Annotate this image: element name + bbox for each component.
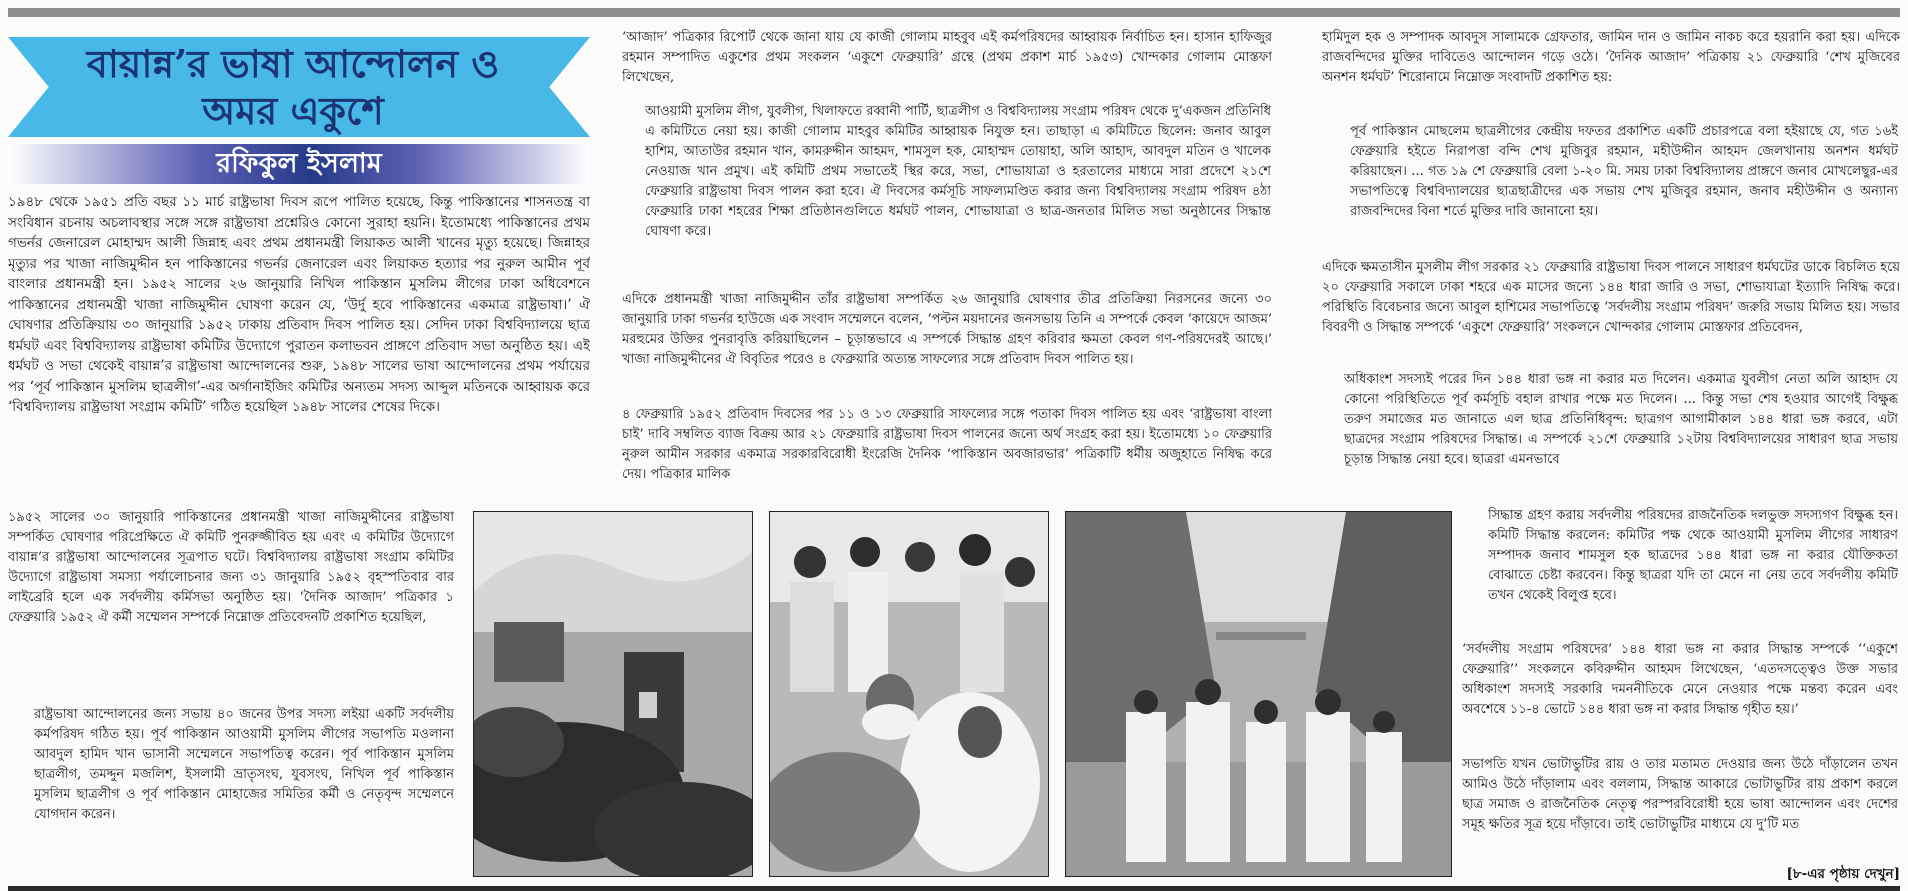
photo-women-procession-image	[1066, 512, 1451, 876]
photo-women-procession	[1065, 511, 1452, 877]
headline-line-1: বায়ান্ন’র ভাষা আন্দোলন ও	[86, 41, 500, 86]
photo-rally-crowd	[473, 511, 753, 877]
continuation-note: [৮-এর পৃষ্ঠায় দেখুন]	[1786, 866, 1900, 882]
bottom-rule	[8, 886, 1900, 891]
col3-paragraph-4: সভাপতি যখন ভোটাভুটির রায় ও তার মতামত দেওয়ার জন্য উঠে দাঁড়ালেন তখন আমিও উঠে দাঁড়ালাম এবং বললাম, সিদ্ধান্ত আকারে ভোটাভুটির রায় প্রকাশ করলে ছাত্র সমাজ ও রাজনৈতিক নেতৃত্ব পরস্পরবিরোধী হয়ে ভাষা আন্দোলন এবং দেশের সমূহ ক্ষতির সূত্র হয়ে দাঁড়াবে। তাই ভোটাভুটির মাধ্যমে যে দু’টি মত	[1462, 757, 1898, 832]
col3-quote-2a: অধিকাংশ সদস্যই পরের দিন ১৪৪ ধারা ভঙ্গ না করার মত দিলেন। একমাত্র যুবলীগ নেতা অলি আহাদ যে কোনো পরিস্থিতিতে পূর্ব কর্মসূচি বহাল রাখার পক্ষে মত দিলেন। ... কিন্তু সভা শেষ হওয়ার আগেই বিক্ষুব্ধ তরুণ সমাজের মত জানাতে এল ছাত্র প্রতিনিধিবৃন্দ: ছাত্রগণ আগামীকাল ১৪৪ ধারা ভঙ্গ করবে, এটা ছাত্রদের সংগ্রাম পরিষদের সিদ্ধান্ত। এ সম্পর্কে ২১শে ফেব্রুয়ারি ১২টায় বিশ্ববিদ্যালয়ের সাধারণ ছাত্র সভায় চূড়ান্ত সিদ্ধান্ত নেয়া হবে। ছাত্ররা এমনভাবে	[1344, 372, 1898, 467]
col2-quote: আওয়ামী মুসলিম লীগ, যুবলীগ, খিলাফতে রব্বানী পার্টি, ছাত্রলীগ ও বিশ্ববিদ্যালয় সংগ্রাম পরিষদ থেকে দু’একজন প্রতিনিধি এ কমিটিতে নেয়া হয়। কাজী গোলাম মাহবুব কমিটির আহ্বায়ক নিযুক্ত হন। তাছাড়া এ কমিটিতে ছিলেন: জনাব আবুল হাশিম, আতাউর রহমান খান, কামরুদ্দীন আহমদ, শামসুল হক, মোহাম্মদ তোয়াহা, অলি আহাদ, আবদুল মতিন ও খালেক নেওয়াজ খান প্রমুখ। এই কমিটি প্রথম সভাতেই স্থির করে, সভা, শোভাযাত্রা ও হরতালের মাধ্যমে সারা প্রদেশে ২১শে ফেব্রুয়ারি রাষ্ট্রভাষা দিবস পালন করা হবে। ঐ দিবসের কর্মসূচি সাফল্যমণ্ডিত করার জন্য বিশ্ববিদ্যালয় সংগ্রাম পরিষদ ৪ঠা ফেব্রুয়ারি ঢাকা শহরের শিক্ষা প্রতিষ্ঠানগুলিতে ধর্মঘট পালন, শোভাযাত্রা ও ছাত্র-জনতার মিলিত সভা অনুষ্ঠানের সিদ্ধান্ত ঘোষণা করে।	[645, 104, 1271, 239]
col1-continued-paragraph: ১৯৫২ সালের ৩০ জানুয়ারি পাকিস্তানের প্রধানমন্ত্রী খাজা নাজিমুদ্দীনের রাষ্ট্রভাষা সম্পর্কিত ঘোষণার পরিপ্রেক্ষিতে ঐ কমিটি পুনরুজ্জীবিত হয় এবং এ কমিটির উদ্যোগে বায়ান্ন’র রাষ্ট্রভাষা আন্দোলনের সূত্রপাত ঘটে। বিশ্ববিদ্যালয় রাষ্ট্রভাষা সংগ্রাম কমিটির উদ্যোগে রাষ্ট্রভাষা সমস্যা পর্যালোচনার জন্য ৩১ জানুয়ারি ১৯৫২ বৃহস্পতিবার বার লাইব্রেরি হলে এক সর্বদলীয় কর্মিসভা অনুষ্ঠিত হয়। ‘দৈনিক আজাদ’ পত্রিকার ১ ফেব্রুয়ারি ১৯৫২ ঐ কর্মী সম্মেলন সম্পর্কে নিম্নোক্ত প্রতিবেদনটি প্রকাশিত হয়েছিল,	[8, 510, 454, 625]
headline-line-2: অমর একুশে	[202, 88, 384, 133]
top-rule	[8, 8, 1900, 17]
col1-quote: রাষ্ট্রভাষা আন্দোলনের জন্য সভায় ৪০ জনের উপর সদস্য লইয়া একটি সর্বদলীয় কর্মপরিষদ গঠিত হয়। পূর্ব পাকিস্তান আওয়ামী মুসলিম লীগের সভাপতি মওলানা আবদুল হামিদ খান ভাসানী সম্মেলনে সভাপতিত্ব করেন। পূর্ব পাকিস্তান মুসলিম ছাত্রলীগ, তমদ্দুন মজলিশ, ইসলামী ভ্রাতৃসংঘ, যুবসংঘ, নিখিল পূর্ব পাকিস্তান মুসলিম ছাত্রলীগ ও পূর্ব পাকিস্তান মোহাজের সমিতির কর্মী ও নেতৃবৃন্দ সম্মেলনে যোগদান করেন।	[34, 707, 454, 822]
photo-mourners-image	[770, 512, 1048, 876]
col3-quote-1: পূর্ব পাকিস্তান মোছলেম ছাত্রলীগের কেন্দ্রীয় দফতর প্রকাশিত একটি প্রচারপত্রে বলা হইয়াছে যে, গত ১৬ই ফেব্রুয়ারি হইতে নিরাপত্তা বন্দি শেখ মুজিবুর রহমান, মহীউদ্দীন আহমদ জেলখানায় অনশন ধর্মঘট করিয়াছেন। ... গত ১৯ শে ফেব্রুয়ারি বেলা ১-২০ মি. সময় ঢাকা বিশ্ববিদ্যালয় প্রাঙ্গণে জনাব মোখলেছুর-এর সভাপতিত্বে বিশ্ববিদ্যালয়ের ছাত্রছাত্রীদের এক সভায় শেখ মুজিবুর রহমান, জনাব মহীউদ্দীন ও অন্যান্য রাজবন্দিদের বিনা শর্তে মুক্তির দাবি জানানো হয়।	[1350, 124, 1898, 219]
col3-paragraph-1: হামিদুল হক ও সম্পাদক আবদুস সালামকে গ্রেফতার, জামিন দান ও জামিন নাকচ করে হয়রানি করা হয়। এদিকে রাজবন্দিদের মুক্তির দাবিতেও আন্দোলন গড়ে ওঠে। ‘দৈনিক আজাদ’ পত্রিকায় ২১ ফেব্রুয়ারি ‘শেখ মুজিবের অনশন ধর্মঘট’ শিরোনামে নিম্নোক্ত সংবাদটি প্রকাশিত হয়:	[1322, 30, 1900, 85]
photo-mourners	[769, 511, 1049, 877]
col2-paragraph-3: ৪ ফেব্রুয়ারি ১৯৫২ প্রতিবাদ দিবসের পর ১১ ও ১৩ ফেব্রুয়ারি সাফল্যের সঙ্গে পতাকা দিবস পালিত হয় এবং ‘রাষ্ট্রভাষা বাংলা চাই’ দাবি সম্বলিত ব্যাজ বিক্রয় আর ২১ ফেব্রুয়ারি রাষ্ট্রভাষা দিবস পালনের জন্যে অর্থ সংগ্রহ করা হয়। ইতোমধ্যে ১০ ফেব্রুয়ারি নুরুল আমীন সরকার একমাত্র সরকারবিরোধী ইংরেজি দৈনিক ‘পাকিস্তান অবজারভার’ পত্রিকাটি ধর্মীয় অজুহাতে নিষিদ্ধ করে দেয়। পত্রিকার মালিক	[622, 407, 1272, 482]
col2-paragraph-1: ‘আজাদ’ পত্রিকার রিপোর্ট থেকে জানা যায় যে কাজী গোলাম মাহবুব এই কর্মপরিষদের আহ্বায়ক নির্বাচিত হন। হাসান হাফিজুর রহমান সম্পাদিত একুশের প্রথম সংকলন ‘একুশে ফেব্রুয়ারি’ গ্রন্থে (প্রথম প্রকাশ মার্চ ১৯৫৩) খোন্দকার গোলাম মোস্তফা লিখেছেন,	[622, 30, 1272, 85]
col3-quote-2b: সিদ্ধান্ত গ্রহণ করায় সর্বদলীয় পরিষদের রাজনৈতিক দলভুক্ত সদস্যগণ বিক্ষুব্ধ হন। কমিটি সিদ্ধান্ত করলেন: কমিটির পক্ষ থেকে আওয়ামী মুসলিম লীগের সাধারণ সম্পাদক জনাব শামসুল হক ছাত্রদের ১৪৪ ধারা ভঙ্গ না করার যৌক্তিকতা বোঝাতে চেষ্টা করবেন। কিন্তু ছাত্ররা যদি তা মেনে না নেয় তবে সর্বদলীয় কমিটি তখন থেকেই বিলুপ্ত হবে।	[1488, 508, 1898, 603]
photo-rally-crowd-image	[474, 512, 752, 876]
col3-paragraph-2: এদিকে ক্ষমতাসীন মুসলীম লীগ সরকার ২১ ফেব্রুয়ারি রাষ্ট্রভাষা দিবস পালনে সাধারণ ধর্মঘটের ডাকে বিচলিত হয়ে ২০ ফেব্রুয়ারি সকালে ঢাকা শহরে এক মাসের জন্যে ১৪৪ ধারা জারি ও সভা, শোভাযাত্রা ইত্যাদি নিষিদ্ধ করে। পরিস্থিতি বিবেচনার জন্যে আবুল হাশিমের সভাপতিত্বে ‘সর্বদলীয় সংগ্রাম পরিষদ’ জরুরি সভায় মিলিত হয়। সভার বিবরণী ও সিদ্ধান্ত সম্পর্কে ‘একুশে ফেব্রুয়ারি’ সংকলনে খোন্দকার গোলাম মোস্তফার প্রতিবেদন,	[1322, 260, 1900, 335]
col2-paragraph-2: এদিকে প্রধানমন্ত্রী খাজা নাজিমুদ্দীন তাঁর রাষ্ট্রভাষা সম্পর্কিত ২৬ জানুয়ারি ঘোষণার তীব্র প্রতিক্রিয়া নিরসনের জন্যে ৩০ জানুয়ারি ঢাকা গভর্নর হাউজে এক সংবাদ সম্মেলনে বলেন, ‘পল্টন ময়দানের জনসভায় তিনি এ সম্পর্কে কেবল ‘কায়েদে আজম’ মরহুমের উক্তির পুনরাবৃত্তি করিয়াছিলেন – চূড়ান্তভাবে এ সম্পর্কে সিদ্ধান্ত গ্রহণ করিবার ক্ষমতা কেবল গণ-পরিষদেরই আছে।’ খাজা নাজিমুদ্দীনের ঐ বিবৃতির পরেও ৪ ফেব্রুয়ারি অত্যন্ত সাফল্যের সঙ্গে প্রতিবাদ দিবস পালিত হয়।	[622, 292, 1272, 367]
headline	[58, 40, 528, 134]
col1-intro-paragraph: ১৯৪৮ থেকে ১৯৫১ প্রতি বছর ১১ মার্চ রাষ্ট্রভাষা দিবস রূপে পালিত হয়েছে, কিন্তু পাকিস্তানের শাসনতন্ত্র বা সংবিধান রচনায় অচলাবস্থার সঙ্গে সঙ্গে রাষ্ট্রভাষা প্রশ্নেরিও কোনো সুরাহা হয়নি। ইতোমধ্যে পাকিস্তানের প্রথম গভর্নর জেনারেল মোহাম্মদ আলী জিন্নাহ এবং প্রথম প্রধানমন্ত্রী লিয়াকত আলী খানের মৃত্যু হয়েছে। জিন্নাহর মৃত্যুর পর খাজা নাজিমুদ্দীন হন পাকিস্তানের গভর্নর জেনারেল এবং লিয়াকত হত্যার পর নুরুল আমীন পূর্ব বাংলার প্রধানমন্ত্রী হন। ১৯৫২ সালের ২৬ জানুয়ারি নিখিল পাকিস্তান মুসলিম লীগের ঢাকা অধিবেশনে পাকিস্তানের প্রধানমন্ত্রী খাজা নাজিমুদ্দীন ঘোষণা করেন যে, ‘উর্দু হবে পাকিস্তানের একমাত্র রাষ্ট্রভাষা।’ ঐ ঘোষণার প্রতিক্রিয়ায় ৩০ জানুয়ারি ১৯৫২ ঢাকায় প্রতিবাদ দিবস পালিত হয়। সেদিন ঢাকা বিশ্ববিদ্যালয়ে ছাত্র ধর্মঘট এবং বিশ্ববিদ্যালয় রাষ্ট্রভাষা কমিটির উদ্যোগে পুরাতন কলাভবন প্রাঙ্গণে প্রতিবাদ সভা অনুষ্ঠিত হয়। এই ধর্মঘট ও সভা থেকেই বায়ান্ন’র রাষ্ট্রভাষা আন্দোলনের শুরু, ১৯৪৮ সালের ভাষা আন্দোলনের প্রথম পর্যায়ের পর ‘পূর্ব পাকিস্তান মুসলিম ছাত্রলীগ’-এর অর্গানাইজিং কমিটির অন্যতম সদস্য আব্দুল মতিনকে আহ্বায়ক করে ‘বিশ্ববিদ্যালয় রাষ্ট্রভাষা সংগ্রাম কমিটি’ গঠিত হয়েছিল ১৯৪৮ সালের শেষের দিকে।	[8, 194, 590, 415]
col3-paragraph-3: ‘সর্বদলীয় সংগ্রাম পরিষদের’ ১৪৪ ধারা ভঙ্গ না করার সিদ্ধান্ত সম্পর্কে ‘‘একুশে ফেব্রুয়ারি’’ সংকলনে কবিরুদ্দীন আহমদ লিখেছেন, ‘এতদসত্ত্বেও উক্ত সভার অধিকাংশ সদস্যই সরকারি দমননীতিকে মেনে নেওয়ার পক্ষে মন্তব্য করেন এবং অবশেষে ১১-৪ ভোটে ১৪৪ ধারা ভঙ্গ না করার সিদ্ধান্ত গৃহীত হয়।’	[1462, 642, 1898, 717]
byline: রফিকুল ইসলাম	[216, 148, 382, 179]
